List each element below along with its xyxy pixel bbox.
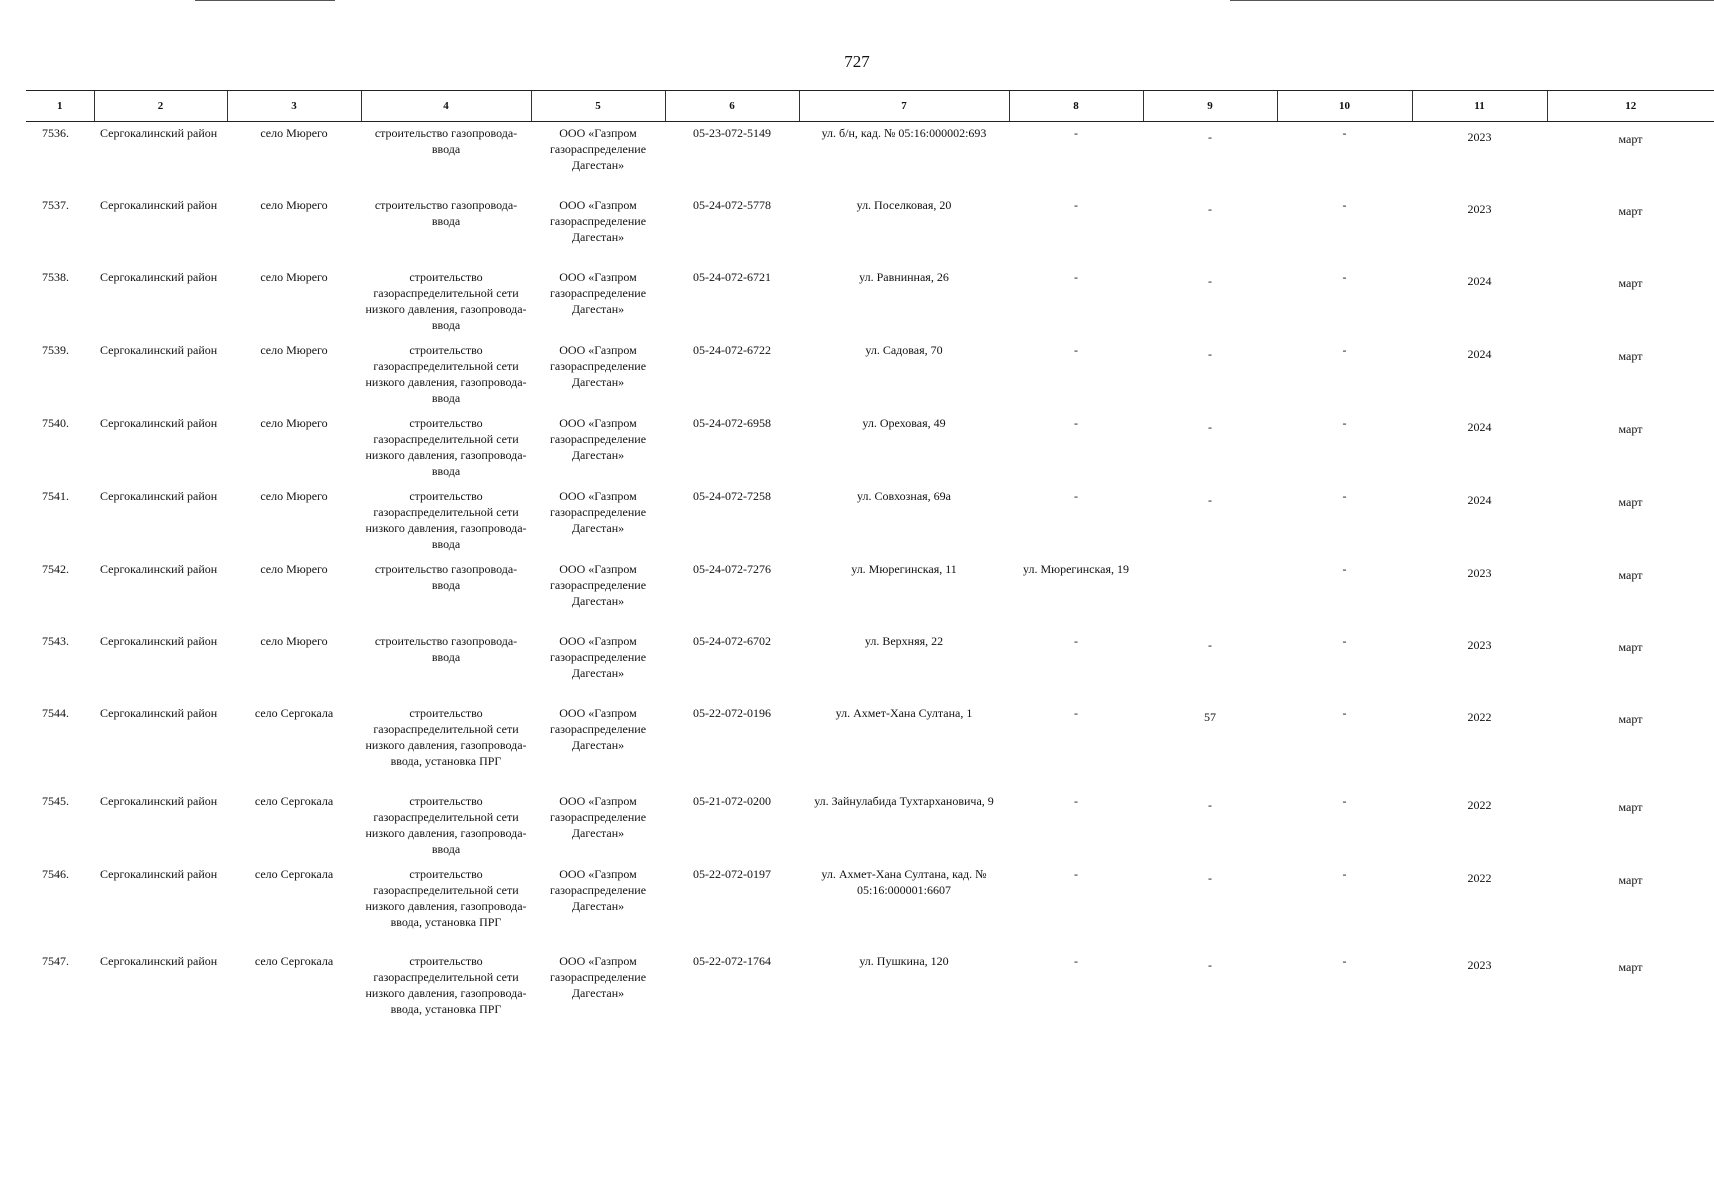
cell-col-5: ООО «Газпром газораспределение Дагестан» (549, 705, 647, 752)
cell-col-8: ул. Мюрегинская, 19 (1022, 561, 1129, 576)
cell-col-3: село Мюрего (260, 197, 328, 212)
table-row (26, 485, 1714, 558)
column-header-2: 2 (94, 91, 227, 122)
cell-col-10: - (1342, 415, 1347, 430)
cell-col-9: - (1208, 637, 1212, 652)
table-row (26, 339, 1714, 412)
cell-col-4: строительство газораспределительной сети низкого давления, газопровода-ввода, установка ПРГ (365, 866, 527, 929)
cell-col-3: село Сергокала (254, 866, 334, 881)
cell-col-11: 2023 (1467, 201, 1492, 216)
cell-col-3: село Сергокала (254, 705, 334, 720)
column-header-7: 7 (799, 91, 1009, 122)
cell-col-6: 05-24-072-6958 (693, 415, 771, 430)
cell-col-11: 2022 (1467, 870, 1492, 885)
cell-col-4: строительство газораспределительной сети низкого давления, газопровода-ввода (365, 269, 527, 332)
cell-col-8: - (1074, 866, 1078, 881)
cell-col-2: Сергокалинский район (100, 269, 218, 284)
cell-col-7: ул. Ореховая, 49 (862, 415, 946, 430)
cell-col-8: - (1074, 126, 1078, 140)
table-header (26, 91, 1714, 122)
table-row (26, 122, 1714, 194)
cell-col-8: - (1074, 793, 1078, 808)
cell-col-8: - (1074, 953, 1078, 968)
cell-col-7: ул. Ахмет-Хана Султана, 1 (835, 705, 973, 720)
cell-col-3: село Мюрего (260, 488, 328, 503)
cell-col-9: 57 (1204, 709, 1216, 724)
cell-col-4: строительство газопровода-ввода (374, 126, 518, 156)
cell-col-5: ООО «Газпром газораспределение Дагестан» (549, 415, 647, 462)
cell-col-3: село Сергокала (254, 793, 334, 808)
cell-col-5: ООО «Газпром газораспределение Дагестан» (549, 269, 647, 316)
column-header-10: 10 (1277, 91, 1412, 122)
cell-col-12: март (1618, 567, 1643, 582)
cell-col-8: - (1074, 633, 1078, 648)
table-row (26, 863, 1714, 950)
cell-col-5: ООО «Газпром газораспределение Дагестан» (549, 793, 647, 840)
cell-col-7: ул. Пушкина, 120 (859, 953, 949, 968)
cell-col-4: строительство газораспределительной сети низкого давления, газопровода-ввода, установка ПРГ (365, 953, 527, 1016)
register-table (26, 90, 1714, 1040)
cell-col-8: - (1074, 488, 1078, 503)
cell-col-1: 7539. (42, 342, 69, 357)
cell-col-5: ООО «Газпром газораспределение Дагестан» (549, 488, 647, 535)
table-row (26, 412, 1714, 485)
cell-col-1: 7542. (42, 561, 69, 576)
cell-col-3: село Мюрего (260, 633, 328, 648)
cell-col-4: строительство газораспределительной сети низкого давления, газопровода-ввода (365, 488, 527, 551)
cell-col-1: 7536. (42, 126, 69, 140)
cell-col-8: - (1074, 705, 1078, 720)
cell-col-7: ул. Равнинная, 26 (859, 269, 949, 284)
cell-col-4: строительство газопровода-ввода (374, 197, 518, 228)
cell-col-10: - (1342, 953, 1347, 968)
cell-col-2: Сергокалинский район (100, 197, 218, 212)
cell-col-3: село Мюрего (260, 342, 328, 357)
cell-col-6: 05-22-072-0196 (693, 705, 771, 720)
cell-col-1: 7544. (42, 705, 69, 720)
table-row (26, 790, 1714, 863)
cell-col-11: 2024 (1467, 273, 1492, 288)
cell-col-11: 2022 (1467, 709, 1492, 724)
cell-col-7: ул. Совхозная, 69а (856, 488, 951, 503)
cell-col-7: ул. б/н, кад. № 05:16:000002:693 (821, 126, 987, 140)
cell-col-4: строительство газораспределительной сети низкого давления, газопровода-ввода (365, 793, 527, 856)
cell-col-11: 2023 (1467, 130, 1492, 144)
column-header-12: 12 (1547, 91, 1714, 122)
cell-col-9: - (1208, 201, 1212, 216)
table-row (26, 950, 1714, 1040)
cell-col-11: 2024 (1467, 492, 1492, 507)
cell-col-7: ул. Верхняя, 22 (864, 633, 944, 648)
cell-col-6: 05-21-072-0200 (693, 793, 771, 808)
cell-col-12: март (1618, 711, 1643, 726)
cell-col-10: - (1342, 633, 1347, 648)
cell-col-9: - (1208, 419, 1212, 434)
cell-col-5: ООО «Газпром газораспределение Дагестан» (549, 342, 647, 389)
cell-col-1: 7540. (42, 415, 69, 430)
cell-col-12: март (1618, 132, 1643, 146)
cell-col-2: Сергокалинский район (100, 126, 218, 140)
column-header-9: 9 (1143, 91, 1277, 122)
column-header-3: 3 (227, 91, 361, 122)
column-header-6: 6 (665, 91, 799, 122)
cell-col-6: 05-24-072-6721 (693, 269, 771, 284)
cell-col-2: Сергокалинский район (100, 342, 218, 357)
column-header-4: 4 (361, 91, 531, 122)
cell-col-10: - (1342, 197, 1347, 212)
cell-col-4: строительство газопровода-ввода (374, 633, 518, 664)
cell-col-6: 05-24-072-7258 (693, 488, 771, 503)
cell-col-9: - (1208, 870, 1212, 885)
cell-col-2: Сергокалинский район (100, 488, 218, 503)
cell-col-3: село Мюрего (260, 126, 328, 140)
cell-col-12: март (1618, 348, 1643, 363)
cell-col-12: март (1618, 275, 1643, 290)
cell-col-12: март (1618, 959, 1643, 974)
cell-col-10: - (1342, 705, 1347, 720)
cell-col-12: март (1618, 494, 1643, 509)
scan-artifact-line (1230, 0, 1714, 1)
cell-col-6: 05-24-072-6702 (693, 633, 771, 648)
cell-col-11: 2022 (1467, 797, 1492, 812)
cell-col-7: ул. Зайнулабида Тухтархановича, 9 (814, 793, 994, 808)
cell-col-9: - (1208, 273, 1212, 288)
cell-col-5: ООО «Газпром газораспределение Дагестан» (549, 126, 647, 172)
cell-col-9: - (1208, 797, 1212, 812)
cell-col-5: ООО «Газпром газораспределение Дагестан» (549, 953, 647, 1000)
cell-col-5: ООО «Газпром газораспределение Дагестан» (549, 197, 647, 244)
cell-col-9: - (1208, 346, 1212, 361)
cell-col-7: ул. Мюрегинская, 11 (851, 561, 957, 576)
scan-artifact-line (195, 0, 335, 1)
cell-col-10: - (1342, 866, 1347, 881)
cell-col-11: 2024 (1467, 419, 1492, 434)
table-row (26, 266, 1714, 339)
cell-col-5: ООО «Газпром газораспределение Дагестан» (549, 561, 647, 608)
cell-col-2: Сергокалинский район (100, 866, 218, 881)
cell-col-12: март (1618, 639, 1643, 654)
table-row (26, 558, 1714, 630)
cell-col-1: 7537. (42, 197, 69, 212)
cell-col-6: 05-24-072-7276 (693, 561, 771, 576)
column-header-8: 8 (1009, 91, 1143, 122)
cell-col-3: село Сергокала (254, 953, 334, 968)
cell-col-12: март (1618, 872, 1643, 887)
cell-col-2: Сергокалинский район (100, 633, 218, 648)
cell-col-4: строительство газораспределительной сети низкого давления, газопровода-ввода (365, 342, 527, 405)
cell-col-10: - (1342, 126, 1347, 140)
cell-col-3: село Мюрего (260, 269, 328, 284)
cell-col-12: март (1618, 799, 1643, 814)
header-row (26, 91, 1714, 122)
page-number: 727 (844, 52, 870, 71)
cell-col-8: - (1074, 197, 1078, 212)
cell-col-2: Сергокалинский район (100, 793, 218, 808)
cell-col-8: - (1074, 342, 1078, 357)
cell-col-1: 7538. (42, 269, 69, 284)
cell-col-3: село Мюрего (260, 415, 328, 430)
column-header-5: 5 (531, 91, 665, 122)
cell-col-1: 7546. (42, 866, 69, 881)
cell-col-6: 05-22-072-0197 (693, 866, 771, 881)
cell-col-11: 2024 (1467, 346, 1492, 361)
cell-col-10: - (1342, 561, 1347, 576)
cell-col-2: Сергокалинский район (100, 561, 218, 576)
cell-col-5: ООО «Газпром газораспределение Дагестан» (549, 633, 647, 680)
cell-col-8: - (1074, 415, 1078, 430)
cell-col-1: 7541. (42, 488, 69, 503)
cell-col-3: село Мюрего (260, 561, 328, 576)
cell-col-11: 2023 (1467, 565, 1492, 580)
cell-col-5: ООО «Газпром газораспределение Дагестан» (549, 866, 647, 913)
cell-col-4: строительство газопровода-ввода (374, 561, 518, 592)
table-row (26, 702, 1714, 790)
cell-col-8: - (1074, 269, 1078, 284)
cell-col-10: - (1342, 342, 1347, 357)
table-row (26, 630, 1714, 702)
table-row (26, 194, 1714, 266)
cell-col-2: Сергокалинский район (100, 705, 218, 720)
cell-col-7: ул. Ахмет-Хана Султана, кад. № 05:16:000001:6607 (821, 866, 987, 897)
cell-col-4: строительство газораспределительной сети низкого давления, газопровода-ввода (365, 415, 527, 478)
column-header-1: 1 (26, 91, 94, 122)
cell-col-11: 2023 (1467, 957, 1492, 972)
cell-col-12: март (1618, 421, 1643, 436)
cell-col-6: 05-22-072-1764 (693, 953, 771, 968)
cell-col-10: - (1342, 269, 1347, 284)
cell-col-6: 05-24-072-5778 (693, 197, 771, 212)
cell-col-12: март (1618, 203, 1643, 218)
cell-col-10: - (1342, 488, 1347, 503)
column-header-11: 11 (1412, 91, 1547, 122)
cell-col-7: ул. Садовая, 70 (865, 342, 943, 357)
cell-col-10: - (1342, 793, 1347, 808)
cell-col-2: Сергокалинский район (100, 415, 218, 430)
cell-col-6: 05-24-072-6722 (693, 342, 771, 357)
cell-col-9: - (1208, 492, 1212, 507)
cell-col-6: 05-23-072-5149 (693, 126, 771, 140)
cell-col-2: Сергокалинский район (100, 953, 218, 968)
table-body (26, 122, 1714, 1040)
cell-col-9 (1143, 558, 1277, 630)
cell-col-1: 7543. (42, 633, 69, 648)
cell-col-1: 7545. (42, 793, 69, 808)
cell-col-7: ул. Поселковая, 20 (856, 197, 952, 212)
cell-col-4: строительство газораспределительной сети низкого давления, газопровода-ввода, установка ПРГ (365, 705, 527, 768)
cell-col-9: - (1208, 130, 1212, 144)
cell-col-9: - (1208, 957, 1212, 972)
cell-col-1: 7547. (42, 953, 69, 968)
cell-col-11: 2023 (1467, 637, 1492, 652)
